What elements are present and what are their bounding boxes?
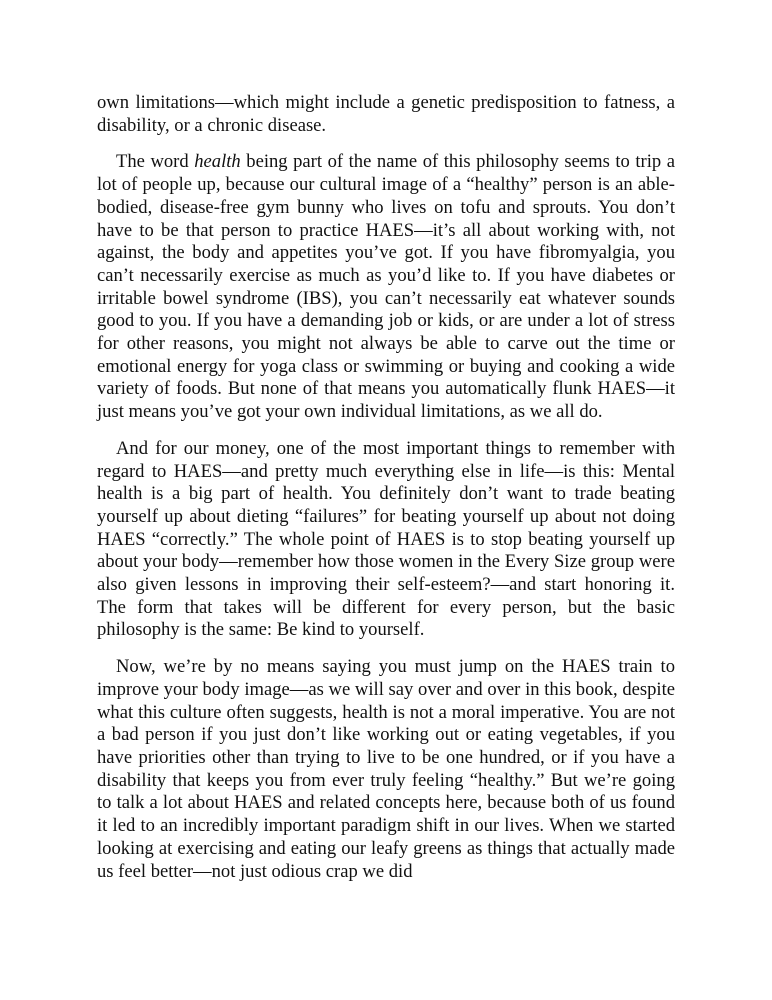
paragraph-2 (97, 151, 675, 423)
book-page (97, 92, 675, 897)
paragraph-4-text: Now, we’re by no means saying you must jump on the HAES train to improve your body image—as we will say over and over in this book, despite what this culture often suggests, health is not a moral imperative. You are not a bad person if you just don’t like working out or eating vegetables, if you have priorities other than trying to live to be one hundred, or if you have a disability that keeps you from ever truly feeling “healthy.” But we’re going to talk a lot about HAES and related concepts here, because both of us found it led to an incredibly important paradigm shift in our lives. When we started looking at exercising and eating our leafy greens as things that actually made us feel better—not just odious crap we did (97, 656, 675, 882)
paragraph-2-text-rest: being part of the name of this philosophy seems to trip a lot of people up, because our cultural image of a “healthy” person is an able-bodied, disease-free gym bunny who lives on tofu and sprouts. You don’t have to be that person to practice HAES—it’s all about working with, not against, the body and appetites you’ve got. If you have fibromyalgia, you can’t necessarily exercise as much as you’d like to. If you have diabetes or irritable bowel syndrome (IBS), you can’t necessarily eat whatever sounds good to you. If you have a demanding job or kids, or are under a lot of stress for other reasons, you might not always be able to carve out the time or emotional energy for yoga class or swimming or buying and cooking a wide variety of foods. But none of that means you automatically flunk HAES—it just means you’ve got your own individual limitations, as we all do. (97, 151, 675, 423)
paragraph-4 (97, 656, 675, 883)
italic-word-health: health (194, 151, 241, 173)
paragraph-3 (97, 438, 675, 642)
paragraph-1-text: own limitations—which might include a genetic predisposition to fatness, a disability, or a chronic disease. (97, 92, 675, 136)
paragraph-1 (97, 92, 675, 137)
paragraph-2-text-start: The word (116, 151, 195, 173)
paragraph-3-text: And for our money, one of the most important things to remember with regard to HAES—and pretty much everything else in life—is this: Mental health is a big part of health. You definitely don’t want to trade beating yourself up about dieting “failures” for beating yourself up about not doing HAES “correctly.” The whole point of HAES is to stop beating yourself up about your body—remember how those women in the Every Size group were also given lessons in improving their self-esteem?—and start honoring it. The form that takes will be different for every person, but the basic philosophy is the same: Be kind to yourself. (97, 437, 675, 641)
